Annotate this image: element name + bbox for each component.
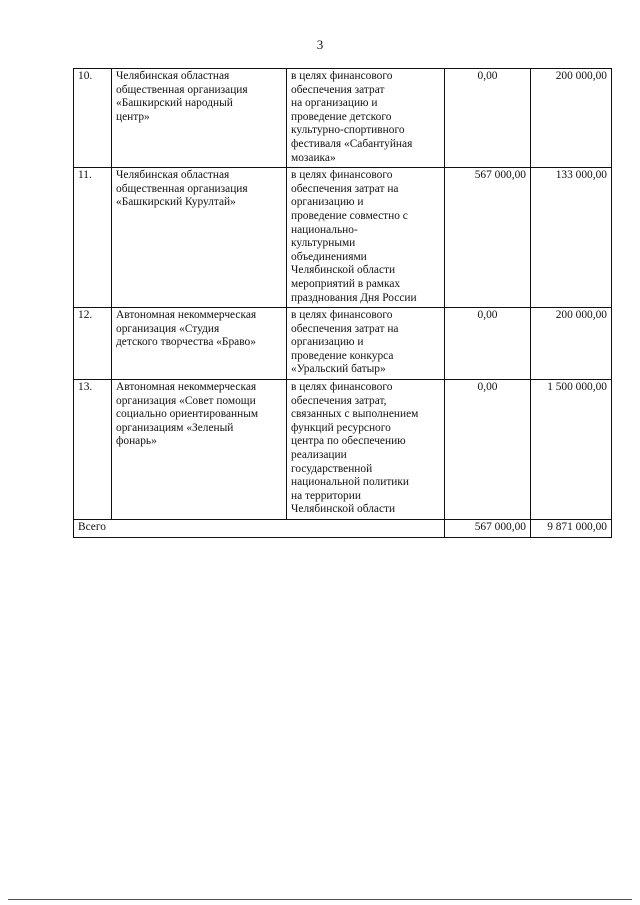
purpose-line: мозаика» bbox=[291, 151, 336, 164]
organization-line: «Башкирский народный bbox=[116, 97, 233, 110]
purpose-line: национальной политики bbox=[291, 476, 410, 489]
purpose-line: на территории bbox=[291, 489, 361, 502]
organization-line: общественная организация bbox=[116, 182, 248, 195]
table-row bbox=[74, 308, 612, 380]
purpose-line: на организацию и bbox=[291, 97, 378, 110]
amount-cell-2: 200 000,00 bbox=[531, 69, 612, 168]
purpose-line: фестиваля «Сабантуйная bbox=[291, 137, 413, 150]
purpose-line: культурно-спортивного bbox=[291, 124, 405, 137]
total-amount-2: 9 871 000,00 bbox=[531, 520, 612, 538]
purpose-line: проведение конкурса bbox=[291, 349, 394, 362]
purpose-line: национально- bbox=[291, 223, 358, 236]
purpose-line: функций ресурсного bbox=[291, 421, 391, 434]
organization-line: фонарь» bbox=[116, 435, 157, 448]
amount-cell-1: 0,00 bbox=[445, 380, 531, 520]
organization-cell bbox=[112, 308, 287, 380]
total-amount-1: 567 000,00 bbox=[445, 520, 531, 538]
organization-cell bbox=[112, 380, 287, 520]
table-row bbox=[74, 69, 612, 168]
purpose-line: «Уральский батыр» bbox=[291, 363, 386, 376]
amount-cell-1: 0,00 bbox=[445, 308, 531, 380]
purpose-line: обеспечения затрат, bbox=[291, 394, 387, 407]
purpose-line: празднования Дня России bbox=[291, 291, 417, 304]
purpose-line: обеспечения затрат bbox=[291, 83, 385, 96]
purpose-line: реализации bbox=[291, 449, 347, 462]
organization-line: «Башкирский Курултай» bbox=[116, 196, 236, 209]
purpose-line: обеспечения затрат на bbox=[291, 322, 399, 335]
row-number: 13. bbox=[74, 380, 112, 520]
purpose-cell bbox=[287, 308, 445, 380]
purpose-line: Челябинской области bbox=[291, 503, 396, 516]
purpose-line: проведение детского bbox=[291, 110, 392, 123]
organization-line: организациям «Зеленый bbox=[116, 421, 234, 434]
purpose-line: культурными bbox=[291, 237, 356, 250]
organization-cell bbox=[112, 168, 287, 308]
page-number: 3 bbox=[316, 37, 324, 52]
organization-line: Челябинская областная bbox=[116, 169, 230, 182]
purpose-line: мероприятий в рамках bbox=[291, 277, 401, 290]
total-row bbox=[74, 520, 612, 538]
organization-line: организация «Совет помощи bbox=[116, 394, 256, 407]
purpose-line: центра по обеспечению bbox=[291, 435, 406, 448]
subsidy-table bbox=[73, 68, 612, 538]
table-body bbox=[74, 69, 612, 538]
purpose-line: в целях финансового bbox=[291, 70, 393, 82]
purpose-cell bbox=[287, 380, 445, 520]
purpose-line: организацию и bbox=[291, 336, 364, 349]
organization-cell bbox=[112, 69, 287, 168]
organization-line: детского творчества «Браво» bbox=[116, 336, 256, 349]
total-label: Всего bbox=[74, 520, 445, 538]
purpose-line: Челябинской области bbox=[291, 264, 396, 277]
purpose-line: связанных с выполнением bbox=[291, 408, 419, 421]
organization-line: Челябинская областная bbox=[116, 70, 230, 82]
purpose-line: объединениями bbox=[291, 250, 367, 263]
amount-cell-1: 0,00 bbox=[445, 69, 531, 168]
purpose-line: государственной bbox=[291, 462, 373, 475]
purpose-cell bbox=[287, 168, 445, 308]
purpose-line: в целях финансового bbox=[291, 309, 393, 322]
purpose-line: проведение совместно с bbox=[291, 209, 408, 222]
purpose-line: обеспечения затрат на bbox=[291, 182, 399, 195]
organization-line: центр» bbox=[116, 110, 150, 123]
table-row bbox=[74, 380, 612, 520]
purpose-line: в целях финансового bbox=[291, 169, 393, 182]
amount-cell-2: 1 500 000,00 bbox=[531, 380, 612, 520]
purpose-line: в целях финансового bbox=[291, 381, 393, 394]
table-row bbox=[74, 168, 612, 308]
row-number: 12. bbox=[74, 308, 112, 380]
organization-line: организация «Студия bbox=[116, 322, 220, 335]
organization-line: общественная организация bbox=[116, 83, 248, 96]
organization-line: Автономная некоммерческая bbox=[116, 381, 257, 394]
purpose-cell bbox=[287, 69, 445, 168]
row-number: 11. bbox=[74, 168, 112, 308]
amount-cell-2: 133 000,00 bbox=[531, 168, 612, 308]
purpose-line: организацию и bbox=[291, 196, 364, 209]
amount-cell-2: 200 000,00 bbox=[531, 308, 612, 380]
organization-line: социально ориентированным bbox=[116, 408, 259, 421]
amount-cell-1: 567 000,00 bbox=[445, 168, 531, 308]
page-bottom-rule bbox=[8, 899, 632, 900]
organization-line: Автономная некоммерческая bbox=[116, 309, 257, 322]
row-number: 10. bbox=[74, 69, 112, 168]
